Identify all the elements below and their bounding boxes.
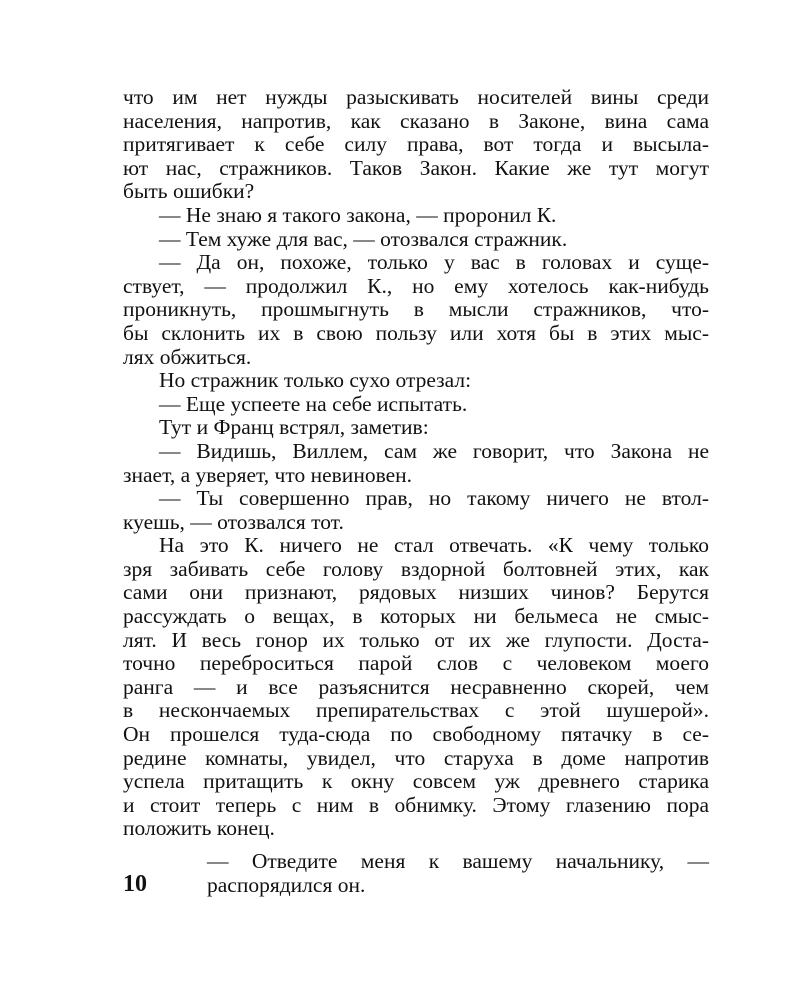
page-number: 10 bbox=[123, 871, 147, 897]
text-line: проникнуть, прошмыгнуть в мысли стражников, что- bbox=[123, 297, 709, 322]
text-line: — Ты совершенно прав, но такому ничего не втол- bbox=[159, 486, 709, 511]
page-final-lines bbox=[123, 850, 709, 897]
text-line: — Да он, похоже, только у вас в головах и суще- bbox=[159, 250, 709, 275]
text-line: точно переброситься парой слов с человеком моего bbox=[123, 651, 709, 676]
text-line: — Еще успеете на себе испытать. bbox=[159, 391, 468, 416]
text-line: успела притащить к окну совсем уж древнего старика bbox=[123, 769, 709, 794]
text-line: лях обжиться. bbox=[123, 344, 252, 369]
final-text-line: — Отведите меня к вашему начальнику, — bbox=[207, 849, 709, 873]
text-line: куешь, — отозвался тот. bbox=[123, 509, 344, 534]
text-line: — Видишь, Виллем, сам же говорит, что Закона не bbox=[159, 438, 709, 463]
text-line: бы склонить их в свою пользу или хотя бы в этих мыс- bbox=[123, 320, 709, 345]
text-line: На это К. ничего не стал отвечать. «К чему только bbox=[159, 533, 709, 558]
text-line: рассуждать о вещах, в которых ни бельмеса не смыс- bbox=[123, 604, 709, 629]
text-line: — Тем хуже для вас, — отозвался стражник. bbox=[159, 226, 568, 251]
text-line: редине комнаты, увидел, что старуха в доме напротив bbox=[123, 745, 709, 770]
final-text-line: распорядился он. bbox=[207, 872, 366, 897]
text-line: зря забивать себе голову вздорной болтовней этих, как bbox=[123, 556, 709, 581]
text-line: в нескончаемых препирательствах с этой шушерой». bbox=[123, 698, 709, 723]
text-line: Он прошелся туда-сюда по свободному пятачку в се- bbox=[123, 722, 709, 747]
text-line: населения, напротив, как сказано в Законе, вина сама bbox=[123, 108, 709, 133]
text-line: Но стражник только сухо отрезал: bbox=[159, 368, 472, 393]
text-line: ют нас, стражников. Таков Закон. Какие же тут могут bbox=[123, 155, 709, 180]
text-line: быть ошибки? bbox=[123, 179, 255, 204]
text-line: и стоит теперь с ним в обнимку. Этому глазению пора bbox=[123, 792, 709, 817]
text-line: знает, а уверяет, что невиновен. bbox=[123, 462, 413, 487]
text-line: ранга — и все разъяснится несравненно скорей, чем bbox=[123, 674, 709, 699]
text-line: — Не знаю я такого закона, — проронил К. bbox=[159, 202, 557, 227]
text-line: ствует, — продолжил К., но ему хотелось как-нибудь bbox=[123, 273, 709, 298]
text-line: сами они признают, рядовых низших чинов? Берутся bbox=[123, 580, 709, 605]
text-line: положить конец. bbox=[123, 816, 275, 841]
text-line: что им нет нужды разыскивать носителей вины среди bbox=[123, 85, 709, 109]
text-line: притягивает к себе силу права, вот тогда и высыла- bbox=[123, 132, 709, 157]
page-body-text bbox=[123, 86, 709, 841]
text-line: лят. И весь гонор их только от их же глупости. Доста- bbox=[123, 627, 709, 652]
text-line: Тут и Франц встрял, заметив: bbox=[159, 415, 429, 440]
